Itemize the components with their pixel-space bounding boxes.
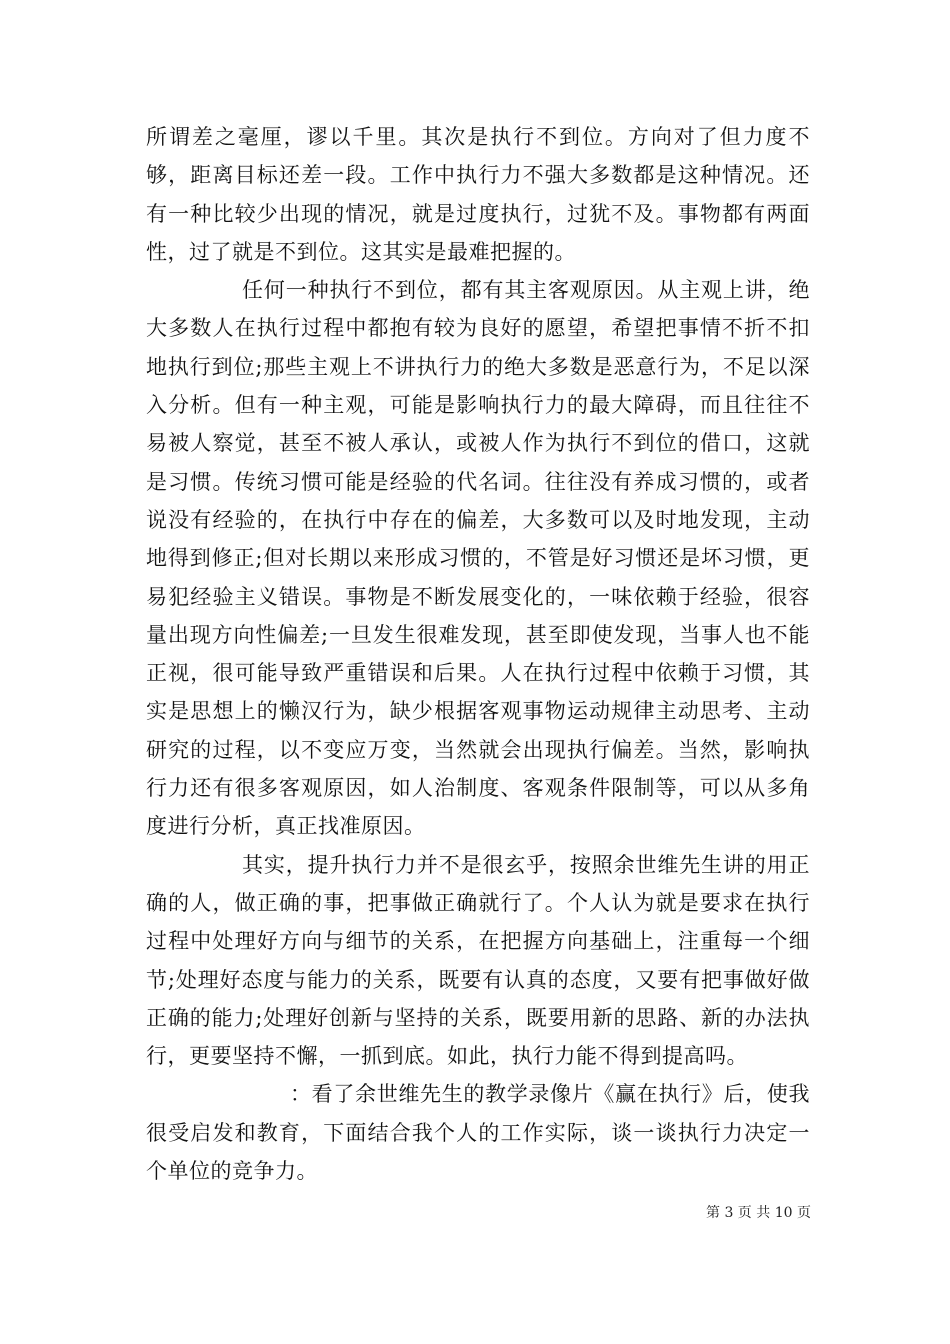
paragraph-3: 其实，提升执行力并不是很玄乎，按照余世维先生讲的用正确的人，做正确的事，把事做正确就行了。个人认为就是要求在执行过程中处理好方向与细节的关系，在把握方向基础上，注重每一个细节;处理好态度与能力的关系，既要有认真的态度，又要有把事做好做正确的能力;处理好创新与坚持的关系，既要用新的思路、新的办法执行，更要坚持不懈，一抓到底。如此，执行力能不得到提高吗。: [146, 852, 810, 1069]
paragraph-4: ：看了余世维先生的教学录像片《赢在执行》后，使我很受启发和教育，下面结合我个人的工作实际，谈一谈执行力决定一个单位的竞争力。: [146, 1082, 810, 1184]
paragraph-2: 任何一种执行不到位，都有其主客观原因。从主观上讲，绝大多数人在执行过程中都抱有较为良好的愿望，希望把事情不折不扣地执行到位;那些主观上不讲执行力的绝大多数是恶意行为，不足以深入分析。但有一种主观，可能是影响执行力的最大障碍，而且往往不易被人察觉，甚至不被人承认，或被人作为执行不到位的借口，这就是习惯。传统习惯可能是经验的代名词。往往没有养成习惯的，或者说没有经验的，在执行中存在的偏差，大多数可以及时地发现，主动地得到修正;但对长期以来形成习惯的，不管是好习惯还是坏习惯，更易犯经验主义错误。事物是不断发展变化的，一味依赖于经验，很容量出现方向性偏差;一旦发生很难发现，甚至即使发现，当事人也不能正视，很可能导致严重错误和后果。人在执行过程中依赖于习惯，其实是思想上的懒汉行为，缺少根据客观事物运动规律主动思考、主动研究的过程，以不变应万变，当然就会出现执行偏差。当然，影响执行力还有很多客观原因，如人治制度、客观条件限制等，可以从多角度进行分析，真正找准原因。: [146, 278, 810, 839]
paragraph-1: 所谓差之毫厘，谬以千里。其次是执行不到位。方向对了但力度不够，距离目标还差一段。工作中执行力不强大多数都是这种情况。还有一种比较少出现的情况，就是过度执行，过犹不及。事物都有两面性，过了就是不到位。这其实是最难把握的。: [146, 125, 810, 264]
page-number: 第 3 页 共 10 页: [706, 1205, 811, 1221]
document-body: [146, 118, 810, 1190]
